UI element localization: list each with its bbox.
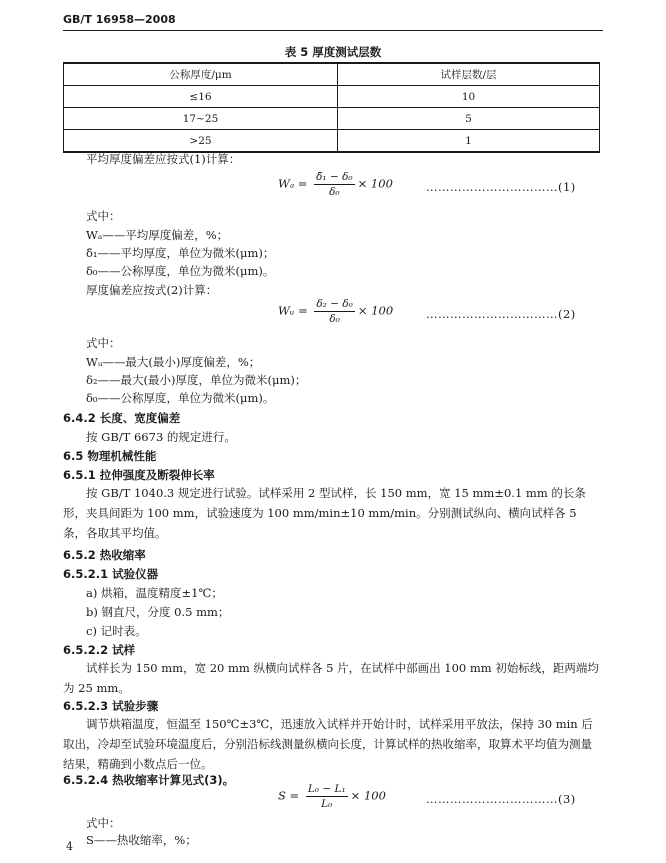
formula1 (278, 171, 393, 198)
formula2-def: Wᵤ——最大(最小)厚度偏差，%； (86, 355, 261, 369)
section-6-5-1-text: 按 GB/T 1040.3 规定进行试验。试样采用 2 型试样，长 150 mm，宽 15 mm±0.1 mm 的长条形，夹具间距为 100 mm，试验速度为 100 mm/min±10 mm/min。分别测试纵向、横向试样各 5 条，各取其平均值。 (63, 486, 586, 540)
table-cell-thickness: ≤16 (64, 86, 338, 108)
formula3-fraction (306, 783, 348, 810)
formula3-denominator: L₀ (321, 798, 333, 810)
formula1-denominator: δ₀ (329, 186, 340, 198)
table-header-thickness: 公称厚度/μm (64, 63, 338, 86)
formula2-lhs: Wᵤ = (278, 303, 312, 318)
section-6-5-heading: 6.5 物理机械性能 (63, 449, 157, 463)
formula1-def: Wₐ——平均厚度偏差，%； (86, 228, 229, 242)
formula2-def: δ₂——最大(最小)厚度，单位为微米(μm)； (86, 373, 307, 387)
instrument-item: c) 记时表。 (86, 624, 147, 638)
formula2-where: 式中： (86, 336, 121, 350)
section-6-4-2-text: 按 GB/T 6673 的规定进行。 (86, 430, 236, 444)
table-header-row (64, 63, 600, 86)
formula2-intro: 厚度偏差应按式(2)计算： (86, 283, 218, 297)
table-row (64, 86, 600, 108)
page-number: 4 (66, 840, 73, 853)
formula1-intro: 平均厚度偏差应按式(1)计算： (86, 152, 241, 166)
formula3-def: S——热收缩率，%； (86, 833, 197, 847)
formula2-denominator: δ₀ (329, 313, 340, 325)
header-rule (63, 30, 603, 31)
formula1-def: δ̄₁——平均厚度，单位为微米(μm)； (86, 246, 275, 260)
section-6-5-2-2-heading: 6.5.2.2 试样 (63, 643, 136, 657)
table-cell-thickness: >25 (64, 130, 338, 153)
formula2-def: δ₀——公称厚度，单位为微米(μm)。 (86, 391, 275, 405)
instrument-item: a) 烘箱，温度精度±1℃； (86, 586, 223, 600)
section-6-5-2-1-heading: 6.5.2.1 试验仪器 (63, 567, 159, 581)
formula2-rhs: × 100 (357, 303, 394, 318)
formula3-number: ……………………………(3) (426, 792, 576, 806)
formula3-rhs: × 100 (350, 788, 386, 803)
formula1-fraction (314, 171, 355, 198)
standard-code: GB/T 16958—2008 (63, 13, 176, 26)
formula2-numerator: δ₂ − δ₀ (316, 298, 353, 310)
formula3 (278, 783, 386, 810)
section-6-5-2-2-text: 试样长为 150 mm，宽 20 mm 纵横向试样各 5 片，在试样中部画出 100 mm 初始标线，距两端均为 25 mm。 (63, 661, 599, 695)
formula1-def: δ₀——公称厚度，单位为微米(μm)。 (86, 264, 275, 278)
formula2-number: ……………………………(2) (426, 307, 576, 321)
formula3-lhs: S = (278, 788, 303, 803)
table-cell-thickness: 17~25 (64, 108, 338, 130)
section-6-5-2-3-text: 调节烘箱温度，恒温至 150℃±3℃，迅速放入试样并开始计时，试样采用平放法，保持 30 min 后取出，冷却至试验环境温度后，分别沿标线测量纵横向长度，计算试样的热收缩率，取算术平均值为测量结果，精确到小数点后一位。 (63, 717, 593, 771)
formula1-number: ……………………………(1) (426, 180, 576, 194)
table-title: 表 5 厚度测试层数 (284, 45, 382, 59)
table-cell-layers: 1 (338, 130, 600, 153)
formula1-where: 式中： (86, 209, 121, 223)
section-6-5-1-heading: 6.5.1 拉伸强度及断裂伸长率 (63, 468, 215, 482)
instrument-item: b) 钢直尺，分度 0.5 mm； (86, 605, 230, 619)
table-row (64, 130, 600, 153)
section-6-5-2-3-heading: 6.5.2.3 试验步骤 (63, 699, 159, 713)
formula1-numerator: δ̄₁ − δ₀ (316, 171, 353, 183)
formula1-lhs: Wₐ = (278, 176, 312, 191)
table-header-layers: 试样层数/层 (338, 63, 600, 86)
table-cell-layers: 5 (338, 108, 600, 130)
table-cell-layers: 10 (338, 86, 600, 108)
formula3-numerator: L₀ − L₁ (307, 783, 346, 795)
formula3-where: 式中： (86, 816, 121, 830)
section-6-5-2-heading: 6.5.2 热收缩率 (63, 548, 146, 562)
table-row (64, 108, 600, 130)
formula2-fraction (314, 298, 355, 325)
section-6-5-2-4-heading: 6.5.2.4 热收缩率计算见式(3)。 (63, 773, 235, 787)
thickness-layers-table (63, 62, 600, 153)
formula2 (278, 298, 393, 325)
section-6-4-2-heading: 6.4.2 长度、宽度偏差 (63, 411, 181, 425)
formula1-rhs: × 100 (357, 176, 393, 191)
